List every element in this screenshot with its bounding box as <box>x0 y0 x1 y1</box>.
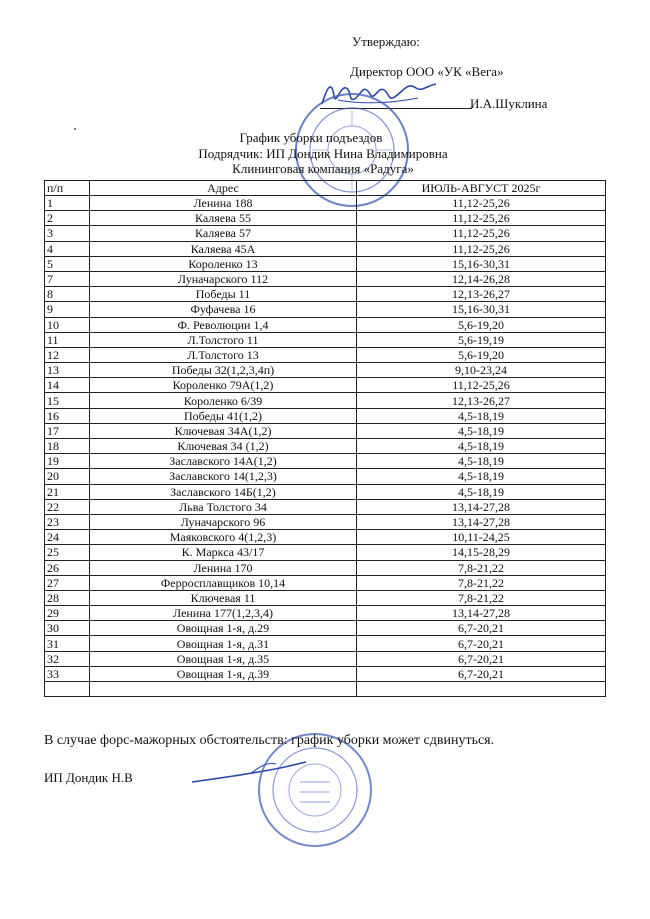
row-dates: 9,10-23,24 <box>357 363 606 378</box>
table-row <box>45 423 606 438</box>
table-row <box>45 514 606 529</box>
row-address: Овощная 1-я, д.29 <box>90 621 357 636</box>
row-number: 18 <box>45 439 90 454</box>
table-row <box>45 484 606 499</box>
table-row <box>45 469 606 484</box>
table-row <box>45 241 606 256</box>
row-address: Ферросплавщиков 10,14 <box>90 575 357 590</box>
row-dates: 11,12-25,26 <box>357 196 606 211</box>
row-dates: 12,14-26,28 <box>357 271 606 286</box>
table-header-row <box>45 181 606 196</box>
row-address: Ф. Революции 1,4 <box>90 317 357 332</box>
company-line: Клининговая компания «Радуга» <box>232 161 414 176</box>
row-number: 5 <box>45 256 90 271</box>
col-address-header: Адрес <box>90 181 357 196</box>
row-dates: 11,12-25,26 <box>357 241 606 256</box>
col-number-header: п/п <box>45 181 90 196</box>
row-number: 22 <box>45 499 90 514</box>
row-number: 3 <box>45 226 90 241</box>
row-number: 20 <box>45 469 90 484</box>
row-address: Победы 41(1,2) <box>90 408 357 423</box>
row-dates: 13,14-27,28 <box>357 499 606 514</box>
row-address: Заславского 14(1,2,3) <box>90 469 357 484</box>
row-address: К. Маркса 43/17 <box>90 545 357 560</box>
approval-label: Утверждаю: <box>352 34 420 49</box>
row-address: Победы 32(1,2,3,4п) <box>90 363 357 378</box>
row-dates: 6,7-20,21 <box>357 636 606 651</box>
table-row <box>45 666 606 681</box>
row-dates: 11,12-25,26 <box>357 211 606 226</box>
row-address: Овощная 1-я, д.31 <box>90 636 357 651</box>
table-row <box>45 621 606 636</box>
row-dates: 14,15-28,29 <box>357 545 606 560</box>
row-address: Каляева 45А <box>90 241 357 256</box>
row-dates: 7,8-21,22 <box>357 575 606 590</box>
table-row <box>45 332 606 347</box>
row-address: Каляева 55 <box>90 211 357 226</box>
row-dates: 13,14-27,28 <box>357 606 606 621</box>
contractor-signature-label: ИП Дондик Н.В <box>44 770 133 785</box>
row-dates: 4,5-18,19 <box>357 408 606 423</box>
row-number: 28 <box>45 590 90 605</box>
table-row <box>45 560 606 575</box>
row-dates: 5,6-19,20 <box>357 347 606 362</box>
table-row <box>45 575 606 590</box>
row-address: Льва Толстого 34 <box>90 499 357 514</box>
signer-name: И.А.Шуклина <box>470 96 548 111</box>
row-number: 32 <box>45 651 90 666</box>
schedule-title: График уборки подъездов <box>239 130 383 145</box>
row-dates: 4,5-18,19 <box>357 454 606 469</box>
table-row <box>45 317 606 332</box>
table-row <box>45 287 606 302</box>
row-dates: 12,13-26,27 <box>357 393 606 408</box>
row-address: Луначарского 112 <box>90 271 357 286</box>
table-row <box>45 606 606 621</box>
row-address: Луначарского 96 <box>90 514 357 529</box>
row-address: Короленко 6/39 <box>90 393 357 408</box>
row-address: Л.Толстого 11 <box>90 332 357 347</box>
row-address: Овощная 1-я, д.35 <box>90 651 357 666</box>
row-dates: 13,14-27,28 <box>357 514 606 529</box>
row-number: 11 <box>45 332 90 347</box>
table-row <box>45 499 606 514</box>
row-dates: 11,12-25,26 <box>357 226 606 241</box>
row-dates: 4,5-18,19 <box>357 469 606 484</box>
table-row-empty <box>45 682 606 697</box>
row-number: 19 <box>45 454 90 469</box>
row-address: Ключевая 34А(1,2) <box>90 423 357 438</box>
row-dates: 7,8-21,22 <box>357 590 606 605</box>
row-address: Ленина 170 <box>90 560 357 575</box>
table-row <box>45 408 606 423</box>
table-row <box>45 530 606 545</box>
row-number: 27 <box>45 575 90 590</box>
row-dates: 5,6-19,19 <box>357 332 606 347</box>
force-majeure-note: В случае форс-мажорных обстоятельств: график уборки может сдвинуться. <box>44 733 495 748</box>
row-dates: 6,7-20,21 <box>357 651 606 666</box>
row-number: 21 <box>45 484 90 499</box>
col-dates-header: ИЮЛЬ-АВГУСТ 2025г <box>357 181 606 196</box>
row-address: Каляева 57 <box>90 226 357 241</box>
row-address: Ключевая 11 <box>90 590 357 605</box>
table-row <box>45 378 606 393</box>
table-row <box>45 439 606 454</box>
row-address: Ключевая 34 (1,2) <box>90 439 357 454</box>
row-number: 13 <box>45 363 90 378</box>
table-row <box>45 211 606 226</box>
row-number: 30 <box>45 621 90 636</box>
empty-cell <box>45 682 90 697</box>
row-address: Маяковского 4(1,2,3) <box>90 530 357 545</box>
row-address: Овощная 1-я, д.39 <box>90 666 357 681</box>
table-body <box>45 196 606 697</box>
row-number: 15 <box>45 393 90 408</box>
row-address: Ленина 188 <box>90 196 357 211</box>
row-dates: 4,5-18,19 <box>357 439 606 454</box>
table-row <box>45 393 606 408</box>
row-number: 23 <box>45 514 90 529</box>
row-dates: 6,7-20,21 <box>357 666 606 681</box>
row-address: Заславского 14Б(1,2) <box>90 484 357 499</box>
row-number: 4 <box>45 241 90 256</box>
row-number: 25 <box>45 545 90 560</box>
row-number: 12 <box>45 347 90 362</box>
row-dates: 11,12-25,26 <box>357 378 606 393</box>
row-number: 33 <box>45 666 90 681</box>
row-address: Победы 11 <box>90 287 357 302</box>
row-dates: 12,13-26,27 <box>357 287 606 302</box>
row-dates: 10,11-24,25 <box>357 530 606 545</box>
table-row <box>45 545 606 560</box>
row-number: 7 <box>45 271 90 286</box>
table-row <box>45 256 606 271</box>
table-row <box>45 363 606 378</box>
row-address: Л.Толстого 13 <box>90 347 357 362</box>
row-dates: 15,16-30,31 <box>357 302 606 317</box>
contractor-line: Подрядчик: ИП Дондик Нина Владимировна <box>198 146 448 161</box>
row-address: Фуфачева 16 <box>90 302 357 317</box>
row-dates: 15,16-30,31 <box>357 256 606 271</box>
row-address: Ленина 177(1,2,3,4) <box>90 606 357 621</box>
row-number: 31 <box>45 636 90 651</box>
row-address: Короленко 13 <box>90 256 357 271</box>
table-row <box>45 271 606 286</box>
row-address: Заславского 14А(1,2) <box>90 454 357 469</box>
row-number: 24 <box>45 530 90 545</box>
row-dates: 6,7-20,21 <box>357 621 606 636</box>
row-number: 1 <box>45 196 90 211</box>
director-title: Директор ООО «УК «Вега» <box>350 64 504 79</box>
row-number: 26 <box>45 560 90 575</box>
row-dates: 4,5-18,19 <box>357 423 606 438</box>
table-row <box>45 226 606 241</box>
table-row <box>45 636 606 651</box>
row-dates: 4,5-18,19 <box>357 484 606 499</box>
row-number: 14 <box>45 378 90 393</box>
empty-cell <box>90 682 357 697</box>
row-number: 8 <box>45 287 90 302</box>
table-row <box>45 651 606 666</box>
row-number: 9 <box>45 302 90 317</box>
table-row <box>45 454 606 469</box>
row-address: Короленко 79А(1,2) <box>90 378 357 393</box>
schedule-table <box>44 180 606 697</box>
row-number: 2 <box>45 211 90 226</box>
row-number: 16 <box>45 408 90 423</box>
row-number: 17 <box>45 423 90 438</box>
empty-cell <box>357 682 606 697</box>
row-dates: 5,6-19,20 <box>357 317 606 332</box>
row-dates: 7,8-21,22 <box>357 560 606 575</box>
row-number: 10 <box>45 317 90 332</box>
table-row <box>45 302 606 317</box>
table-row <box>45 347 606 362</box>
table-row <box>45 590 606 605</box>
table-row <box>45 196 606 211</box>
row-number: 29 <box>45 606 90 621</box>
